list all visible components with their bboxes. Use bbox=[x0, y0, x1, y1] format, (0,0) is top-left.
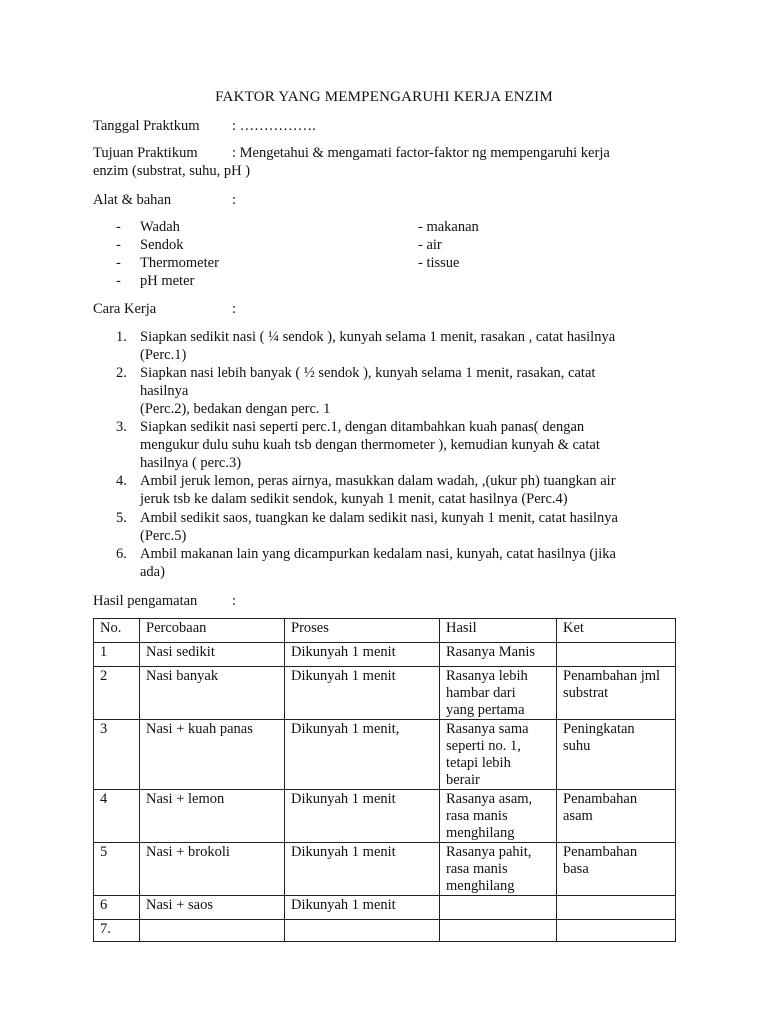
cell-text-line: Peningkatan bbox=[563, 721, 635, 737]
cell-text-line: Rasanya lebih bbox=[446, 668, 528, 684]
page-title: FAKTOR YANG MEMPENGARUHI KERJA ENZIM bbox=[215, 89, 553, 105]
cell-no bbox=[94, 920, 140, 942]
cell-text-line: rasa manis bbox=[446, 808, 508, 824]
step-line: Siapkan sedikit nasi seperti perc.1, dengan ditambahkan kuah panas( dengan bbox=[140, 419, 585, 435]
step-line: hasilnya ( perc.3) bbox=[140, 455, 242, 471]
table-row bbox=[94, 843, 676, 896]
step-number: 2. bbox=[116, 365, 127, 381]
alat-item: Sendok bbox=[140, 237, 184, 253]
tanggal-value: : ……………. bbox=[232, 118, 316, 134]
alat-colon: : bbox=[232, 192, 237, 208]
cell-text-line: 6 bbox=[100, 897, 108, 913]
table-body bbox=[94, 643, 676, 942]
cell-text-line: Dikunyah 1 menit, bbox=[291, 721, 400, 737]
hasil-label: Hasil pengamatan bbox=[93, 593, 198, 609]
cell-text-line: hambar dari bbox=[446, 685, 516, 701]
cell-ket bbox=[557, 790, 676, 843]
header-ket: Ket bbox=[557, 619, 676, 643]
alat-item: Thermometer bbox=[140, 255, 219, 271]
step-line: (Perc.2), bedakan dengan perc. 1 bbox=[140, 401, 331, 417]
cell-text-line: Penambahan jml bbox=[563, 668, 661, 684]
cell-text-line: 2 bbox=[100, 668, 108, 684]
tujuan-label: Tujuan Praktikum bbox=[93, 145, 198, 161]
cell-text-line: 1 bbox=[100, 644, 108, 660]
list-bullet: - bbox=[116, 255, 121, 271]
step-number: 3. bbox=[116, 419, 127, 435]
cell-text-line: Rasanya asam, bbox=[446, 791, 533, 807]
cell-proses bbox=[285, 790, 440, 843]
cell-no bbox=[94, 896, 140, 920]
header-no: No. bbox=[94, 619, 140, 643]
cell-text-line: substrat bbox=[563, 685, 609, 701]
step-line: jeruk tsb ke dalam sedikit sendok, kunyah 1 menit, catat hasilnya (Perc.4) bbox=[140, 491, 568, 507]
cell-text-line: Rasanya sama bbox=[446, 721, 529, 737]
header-percobaan: Percobaan bbox=[140, 619, 285, 643]
table-header-row bbox=[94, 619, 676, 643]
cell-text-line: basa bbox=[563, 861, 589, 877]
cell-text-line: berair bbox=[446, 772, 480, 788]
cell-text-line: Nasi banyak bbox=[146, 668, 219, 684]
cell-text-line: asam bbox=[563, 808, 593, 824]
list-bullet: - bbox=[116, 273, 121, 289]
cell-hasil bbox=[440, 896, 557, 920]
results-table bbox=[93, 618, 676, 942]
cell-proses bbox=[285, 920, 440, 942]
step-number: 6. bbox=[116, 546, 127, 562]
cell-proses bbox=[285, 720, 440, 790]
tanggal-label: Tanggal Praktkum bbox=[93, 118, 200, 134]
cell-percobaan bbox=[140, 643, 285, 667]
cell-text-line: Dikunyah 1 menit bbox=[291, 897, 396, 913]
cell-hasil bbox=[440, 920, 557, 942]
cell-no bbox=[94, 790, 140, 843]
cell-text-line: Penambahan bbox=[563, 791, 638, 807]
step-line: Siapkan nasi lebih banyak ( ½ sendok ), kunyah selama 1 menit, rasakan, catat bbox=[140, 365, 596, 381]
step-number: 1. bbox=[116, 329, 127, 345]
table-row bbox=[94, 790, 676, 843]
cell-no bbox=[94, 667, 140, 720]
cell-ket bbox=[557, 920, 676, 942]
cell-percobaan bbox=[140, 920, 285, 942]
tujuan-text-line2: enzim (substrat, suhu, pH ) bbox=[93, 163, 251, 179]
bahan-item: - tissue bbox=[418, 255, 460, 271]
step-line: (Perc.5) bbox=[140, 528, 187, 544]
cell-proses bbox=[285, 643, 440, 667]
cell-text-line: Rasanya pahit, bbox=[446, 844, 532, 860]
cell-text-line: Nasi + saos bbox=[146, 897, 213, 913]
cell-text-line: Dikunyah 1 menit bbox=[291, 644, 396, 660]
cell-text-line: 4 bbox=[100, 791, 108, 807]
step-line: ada) bbox=[140, 564, 165, 580]
cell-text-line: 7. bbox=[100, 921, 111, 937]
step-line: Ambil sedikit saos, tuangkan ke dalam sedikit nasi, kunyah 1 menit, catat hasilnya bbox=[140, 510, 618, 526]
cell-text-line: menghilang bbox=[446, 825, 515, 841]
step-line: Ambil jeruk lemon, peras airnya, masukkan dalam wadah, ,(ukur ph) tuangkan air bbox=[140, 473, 616, 489]
cell-text-line: menghilang bbox=[446, 878, 515, 894]
hasil-colon: : bbox=[232, 593, 237, 609]
header-proses: Proses bbox=[285, 619, 440, 643]
table-row bbox=[94, 643, 676, 667]
cell-percobaan bbox=[140, 896, 285, 920]
alat-item: pH meter bbox=[140, 273, 195, 289]
cell-ket bbox=[557, 896, 676, 920]
table-row bbox=[94, 920, 676, 942]
bahan-item: - makanan bbox=[418, 219, 479, 235]
table-row bbox=[94, 896, 676, 920]
cell-no bbox=[94, 720, 140, 790]
cell-hasil bbox=[440, 720, 557, 790]
header-hasil: Hasil bbox=[440, 619, 557, 643]
cell-text-line: suhu bbox=[563, 738, 591, 754]
cell-percobaan bbox=[140, 790, 285, 843]
cell-ket bbox=[557, 720, 676, 790]
cell-text-line: 3 bbox=[100, 721, 108, 737]
cell-percobaan bbox=[140, 667, 285, 720]
cell-text-line: Dikunyah 1 menit bbox=[291, 668, 396, 684]
cell-proses bbox=[285, 843, 440, 896]
cell-hasil bbox=[440, 667, 557, 720]
cell-percobaan bbox=[140, 720, 285, 790]
cell-ket bbox=[557, 643, 676, 667]
tujuan-text-line1: : Mengetahui & mengamati factor-faktor ng mempengaruhi kerja bbox=[232, 145, 610, 161]
cell-text-line: Dikunyah 1 menit bbox=[291, 844, 396, 860]
cell-text-line: Nasi sedikit bbox=[146, 644, 215, 660]
cell-text-line: 5 bbox=[100, 844, 108, 860]
cell-ket bbox=[557, 843, 676, 896]
cell-hasil bbox=[440, 643, 557, 667]
cell-text-line: Penambahan bbox=[563, 844, 638, 860]
table-row bbox=[94, 667, 676, 720]
cell-no bbox=[94, 643, 140, 667]
cell-proses bbox=[285, 667, 440, 720]
cell-no bbox=[94, 843, 140, 896]
cell-text-line: Dikunyah 1 menit bbox=[291, 791, 396, 807]
alat-item: Wadah bbox=[140, 219, 180, 235]
cell-percobaan bbox=[140, 843, 285, 896]
alat-label: Alat & bahan bbox=[93, 192, 172, 208]
cell-text-line: seperti no. 1, bbox=[446, 738, 521, 754]
cell-text-line: Rasanya Manis bbox=[446, 644, 535, 660]
table-row bbox=[94, 720, 676, 790]
step-line: (Perc.1) bbox=[140, 347, 187, 363]
cell-text-line: Nasi + kuah panas bbox=[146, 721, 253, 737]
list-bullet: - bbox=[116, 237, 121, 253]
cara-kerja-colon: : bbox=[232, 301, 237, 317]
step-line: mengukur dulu suhu kuah tsb dengan thermometer ), kemudian kunyah & catat bbox=[140, 437, 600, 453]
cell-hasil bbox=[440, 790, 557, 843]
cell-text-line: Nasi + brokoli bbox=[146, 844, 230, 860]
step-line: Siapkan sedikit nasi ( ¼ sendok ), kunyah selama 1 menit, rasakan , catat hasilnya bbox=[140, 329, 616, 345]
cell-proses bbox=[285, 896, 440, 920]
step-number: 5. bbox=[116, 510, 127, 526]
cell-text-line: Nasi + lemon bbox=[146, 791, 225, 807]
cell-text-line: rasa manis bbox=[446, 861, 508, 877]
step-number: 4. bbox=[116, 473, 127, 489]
cell-ket bbox=[557, 667, 676, 720]
cell-text-line: tetapi lebih bbox=[446, 755, 511, 771]
cell-text-line: yang pertama bbox=[446, 702, 525, 718]
step-line: hasilnya bbox=[140, 383, 189, 399]
list-bullet: - bbox=[116, 219, 121, 235]
cell-hasil bbox=[440, 843, 557, 896]
bahan-item: - air bbox=[418, 237, 442, 253]
cara-kerja-label: Cara Kerja bbox=[93, 301, 157, 317]
step-line: Ambil makanan lain yang dicampurkan kedalam nasi, kunyah, catat hasilnya (jika bbox=[140, 546, 616, 562]
